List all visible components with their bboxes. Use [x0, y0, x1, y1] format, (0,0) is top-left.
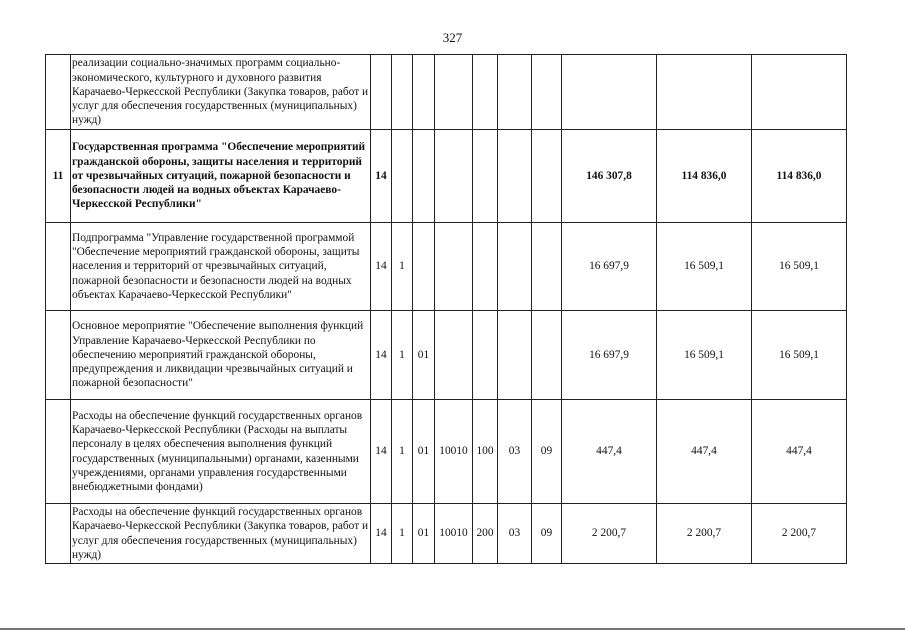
code-section: 03 [498, 504, 532, 564]
code-section [498, 55, 532, 130]
amount-year-3: 447,4 [752, 400, 847, 504]
table-row [46, 311, 847, 400]
amount-year-1: 16 697,9 [562, 311, 657, 400]
code-expense-type [473, 311, 498, 400]
code-event [413, 130, 435, 223]
table-row [46, 223, 847, 311]
code-event: 01 [413, 504, 435, 564]
row-number: 11 [46, 130, 71, 223]
amount-year-2: 114 836,0 [657, 130, 752, 223]
row-name: Государственная программа "Обеспечение мероприятий гражданской обороны, защиты населения и территорий от чрезвычайных ситуаций, пожарной безопасности и безопасности людей на водных объектах Карачаево-Черкесской Республики" [71, 130, 371, 223]
amount-year-1: 2 200,7 [562, 504, 657, 564]
amount-year-1 [562, 55, 657, 130]
row-number [46, 311, 71, 400]
amount-year-2: 16 509,1 [657, 311, 752, 400]
code-section [498, 311, 532, 400]
table-row [46, 55, 847, 130]
code-subprogram [392, 130, 413, 223]
row-number [46, 55, 71, 130]
amount-year-3: 16 509,1 [752, 223, 847, 311]
amount-year-1: 146 307,8 [562, 130, 657, 223]
code-subsection [532, 130, 562, 223]
code-section [498, 130, 532, 223]
amount-year-1: 16 697,9 [562, 223, 657, 311]
code-expense-type: 100 [473, 400, 498, 504]
amount-year-2: 2 200,7 [657, 504, 752, 564]
code-subsection: 09 [532, 504, 562, 564]
code-gp: 14 [371, 311, 392, 400]
code-section: 03 [498, 400, 532, 504]
amount-year-2: 16 509,1 [657, 223, 752, 311]
page-number: 327 [442, 30, 463, 45]
row-name: Основное мероприятие "Обеспечение выполнения функций Управление Карачаево-Черкесской Республики по обеспечению мероприятий гражданской обороны, предупреждения и ликвидации чрезвычайных ситуаций и пожарной безопасности" [71, 311, 371, 400]
code-direction [435, 223, 473, 311]
code-expense-type [473, 223, 498, 311]
budget-table [45, 54, 847, 564]
code-gp: 14 [371, 130, 392, 223]
code-event: 01 [413, 400, 435, 504]
code-gp [371, 55, 392, 130]
scan-edge-line [0, 628, 905, 630]
code-event [413, 55, 435, 130]
table-row [46, 130, 847, 223]
code-gp: 14 [371, 400, 392, 504]
code-event [413, 223, 435, 311]
code-direction [435, 55, 473, 130]
code-section [498, 223, 532, 311]
row-number [46, 504, 71, 564]
code-expense-type [473, 55, 498, 130]
code-direction: 10010 [435, 504, 473, 564]
code-subprogram: 1 [392, 400, 413, 504]
code-direction [435, 311, 473, 400]
row-number [46, 400, 71, 504]
table-body [46, 55, 847, 564]
code-subprogram: 1 [392, 223, 413, 311]
code-subsection [532, 55, 562, 130]
amount-year-3 [752, 55, 847, 130]
code-subprogram: 1 [392, 311, 413, 400]
code-direction: 10010 [435, 400, 473, 504]
row-name: Расходы на обеспечение функций государственных органов Карачаево-Черкесской Республики (Закупка товаров, работ и услуг для обеспечения государственных (муниципальных) нужд) [71, 504, 371, 564]
code-subprogram: 1 [392, 504, 413, 564]
code-event: 01 [413, 311, 435, 400]
amount-year-3: 114 836,0 [752, 130, 847, 223]
amount-year-2: 447,4 [657, 400, 752, 504]
row-name: Расходы на обеспечение функций государственных органов Карачаево-Черкесской Республики (Расходы на выплаты персоналу в целях обеспечения выполнения функций государственных (муниципальными) органами, казенными учреждениями, органами управления государственными внебюджетными фондами) [71, 400, 371, 504]
code-gp: 14 [371, 504, 392, 564]
code-expense-type [473, 130, 498, 223]
table-row [46, 400, 847, 504]
row-number [46, 223, 71, 311]
table-row [46, 504, 847, 564]
row-name: реализации социально-значимых программ социально-экономического, культурного и духовного развития Карачаево-Черкесской Республики (Закупка товаров, работ и услуг для обеспечения государственных (муниципальных) нужд) [71, 55, 371, 130]
amount-year-1: 447,4 [562, 400, 657, 504]
code-subprogram [392, 55, 413, 130]
row-name: Подпрограмма "Управление государственной программой "Обеспечение мероприятий гражданской обороны, защиты населения и территорий от чрезвычайных ситуаций, пожарной безопасности и безопасности людей на водных объектах Карачаево-Черкесской Республики" [71, 223, 371, 311]
amount-year-3: 2 200,7 [752, 504, 847, 564]
code-subsection [532, 311, 562, 400]
amount-year-3: 16 509,1 [752, 311, 847, 400]
amount-year-2 [657, 55, 752, 130]
code-subsection [532, 223, 562, 311]
code-direction [435, 130, 473, 223]
code-subsection: 09 [532, 400, 562, 504]
code-expense-type: 200 [473, 504, 498, 564]
code-gp: 14 [371, 223, 392, 311]
